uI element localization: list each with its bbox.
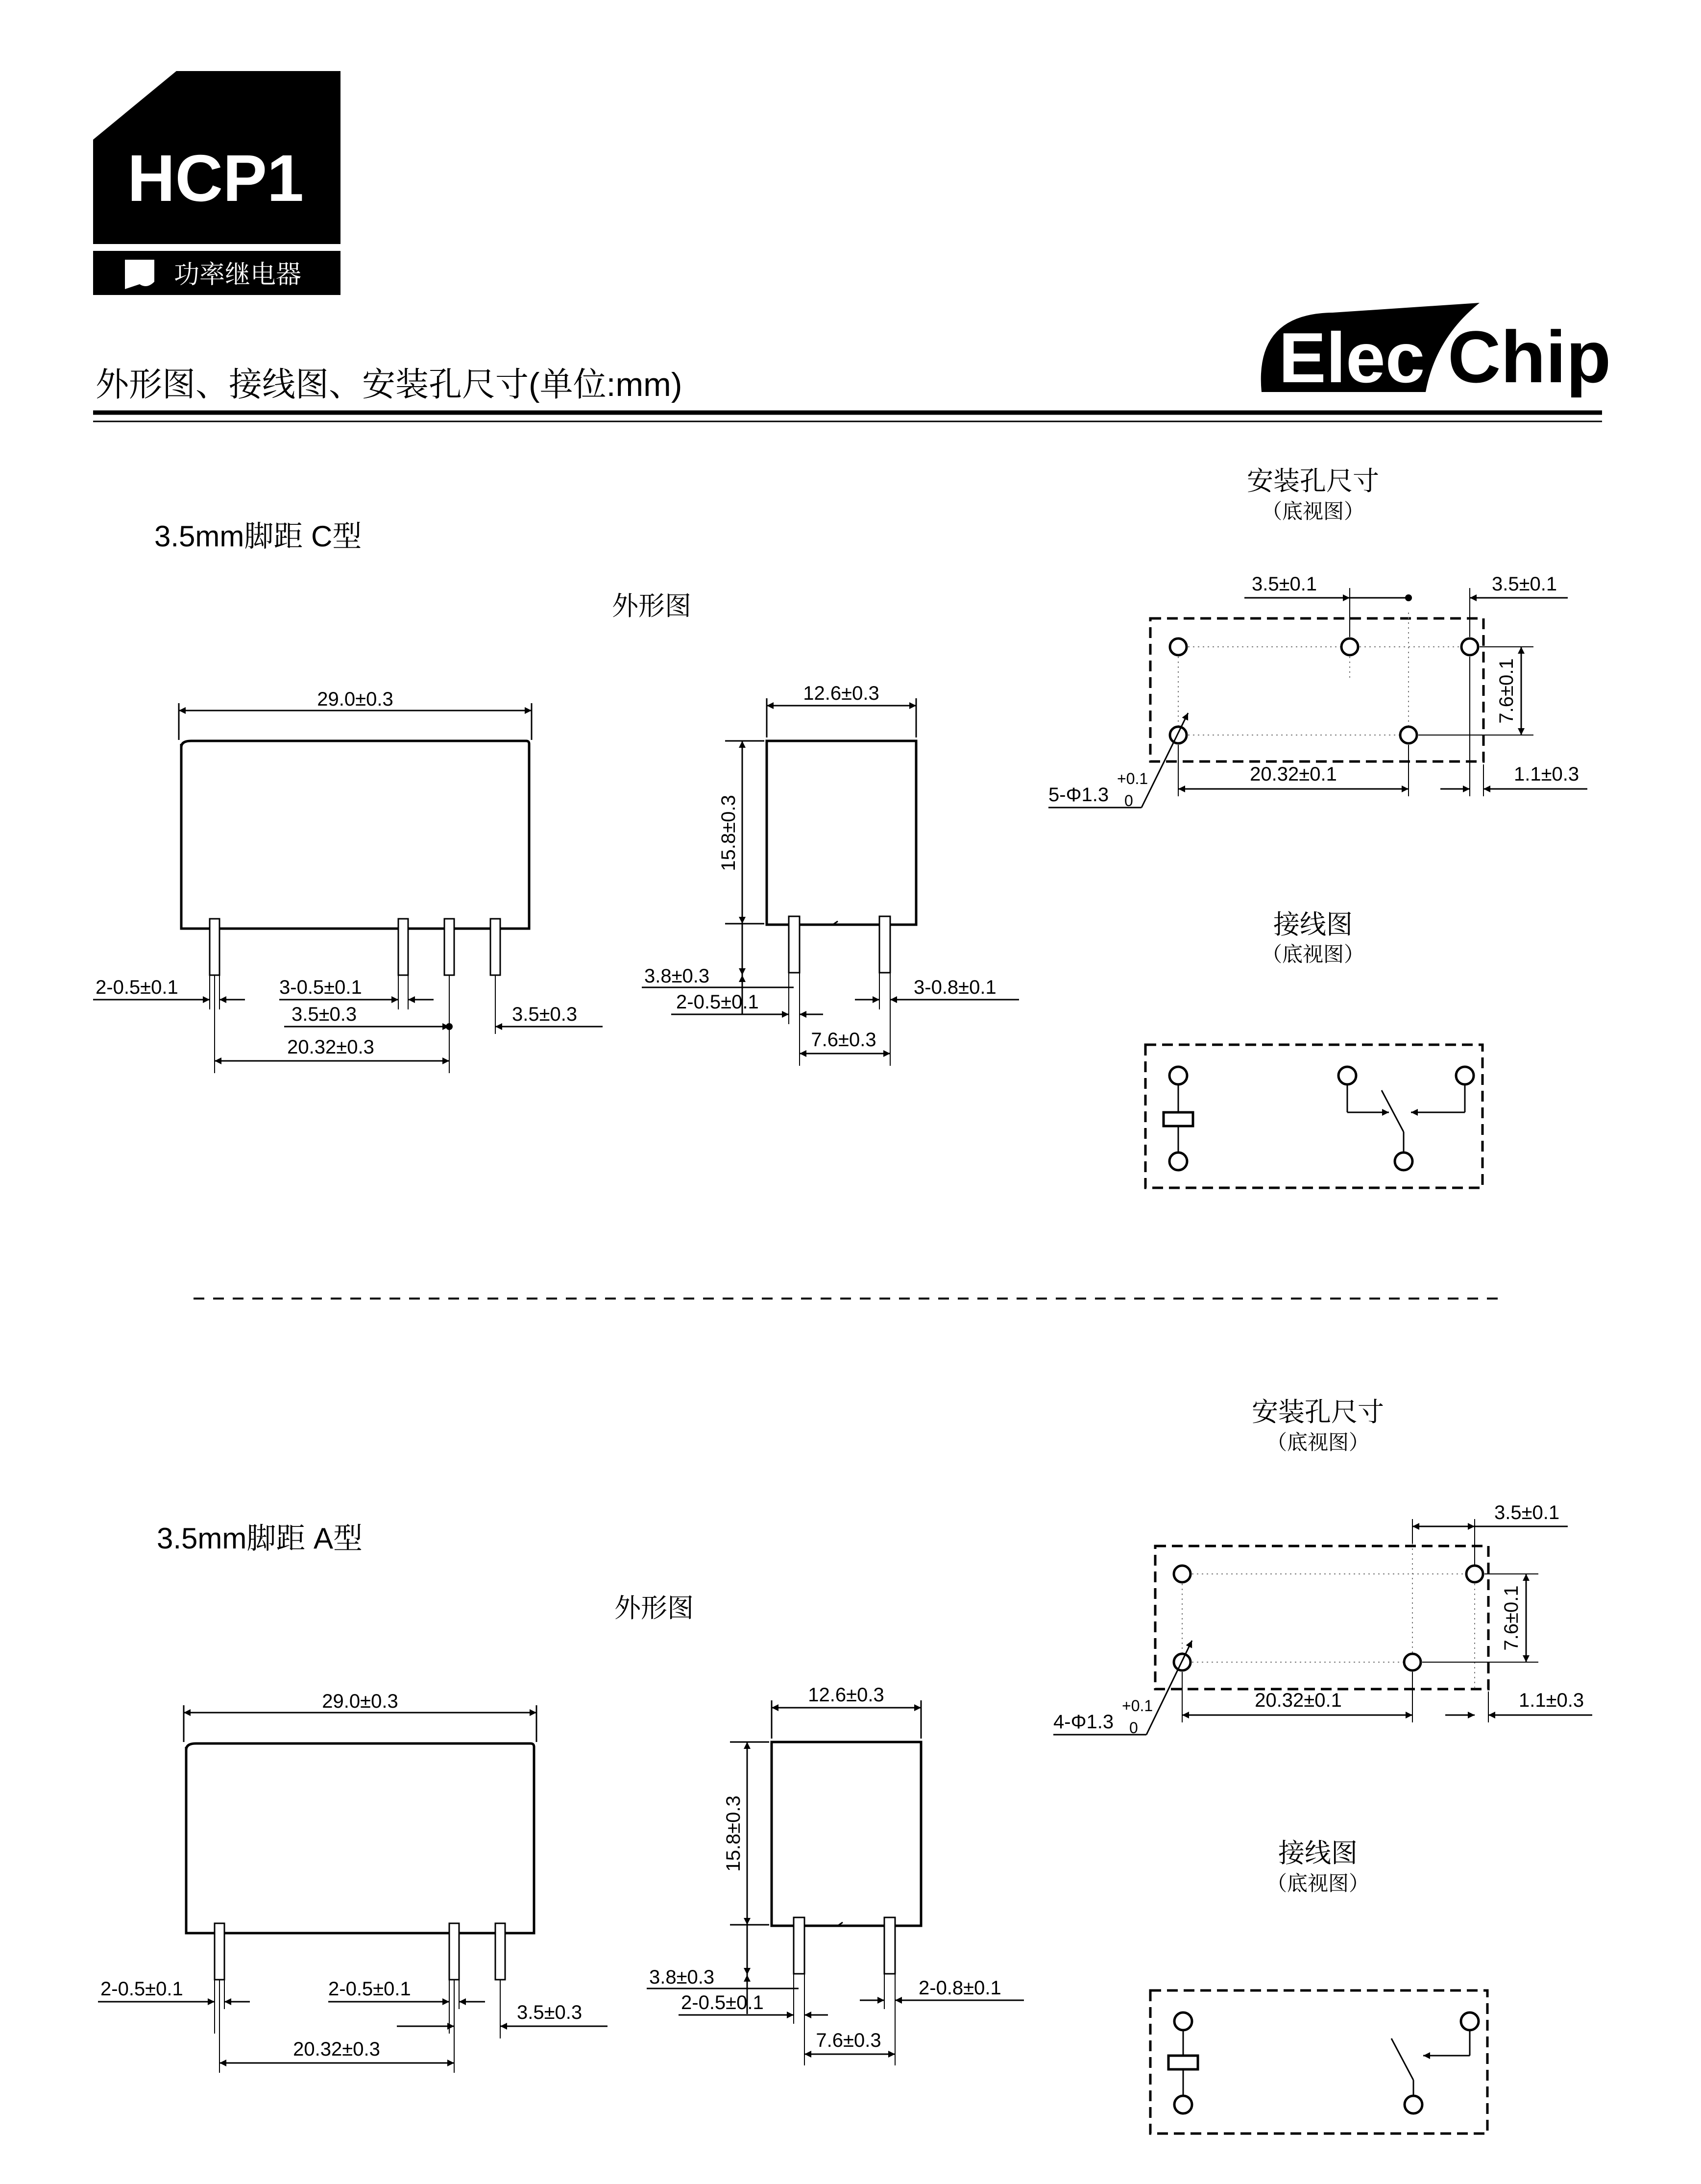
dim-pin-width-left: 2-0.5±0.1 — [676, 991, 759, 1013]
mount-hole-tol-plus: +0.1 — [1117, 770, 1148, 787]
normally-open-contact-symbol — [1391, 2012, 1479, 2113]
model-category: 功率继电器 — [174, 261, 302, 289]
side-view-c — [642, 683, 1019, 1066]
model-name: HCP1 — [127, 141, 304, 215]
mount-sub-a: （底视图） — [1266, 1431, 1370, 1454]
dim-pin-width-1-a: 2-0.5±0.1 — [100, 1978, 183, 2000]
mount-dim-row: 7.6±0.1 — [1496, 658, 1517, 724]
dim-pin-length-a: 3.8±0.3 — [649, 1966, 715, 1988]
mount-dim-edge: 1.1±0.3 — [1514, 763, 1580, 785]
variant-c — [93, 466, 1587, 1188]
variant-a — [98, 1398, 1592, 2134]
wiring-sub-a: （底视图） — [1266, 1872, 1370, 1895]
mount-title-c: 安装孔尺寸 — [1247, 466, 1379, 496]
mount-dim-span: 20.32±0.1 — [1250, 763, 1337, 785]
variant-c-title: 3.5mm脚距 C型 — [154, 520, 362, 553]
dim-pin-width-1: 2-0.5±0.1 — [96, 977, 178, 998]
wiring-c — [1145, 910, 1482, 1188]
dim-length: 29.0±0.3 — [317, 688, 393, 710]
dim-pitch-a: 3.5±0.3 — [292, 1004, 357, 1025]
coil-symbol-a — [1168, 2012, 1198, 2113]
dim-pin-width-right-a: 2-0.8±0.1 — [919, 1977, 1001, 1999]
brand-chip: Chip — [1448, 316, 1611, 398]
wiring-title-a: 接线图 — [1278, 1839, 1358, 1868]
dim-pitch-b: 3.5±0.3 — [512, 1004, 578, 1025]
model-badge — [93, 71, 340, 295]
dim-span: 20.32±0.3 — [287, 1036, 374, 1058]
mount-dim-row-a: 7.6±0.1 — [1501, 1585, 1522, 1651]
dim-pin-length: 3.8±0.3 — [644, 965, 710, 987]
mount-hole-spec: 5-Φ1.3 — [1048, 784, 1109, 806]
side-view-a — [647, 1684, 1024, 2065]
dim-width-a: 12.6±0.3 — [808, 1684, 884, 1706]
wiring-sub-c: （底视图） — [1261, 943, 1365, 966]
front-view-a — [98, 1691, 608, 2073]
dim-height: 15.8±0.3 — [718, 795, 739, 871]
brand-logo — [1261, 303, 1611, 398]
mount-sub-c: （底视图） — [1261, 500, 1365, 523]
mount-title-a: 安装孔尺寸 — [1252, 1398, 1384, 1427]
front-view-c — [93, 688, 603, 1073]
wiring-a — [1150, 1839, 1487, 2134]
mount-dim-top-right: 3.5±0.1 — [1492, 573, 1557, 595]
mount-hole-tol-plus-a: +0.1 — [1122, 1697, 1153, 1715]
mount-hole-tol-zero: 0 — [1124, 792, 1133, 810]
mount-dim-top-right-a: 3.5±0.1 — [1494, 1502, 1560, 1523]
dim-pin-width-right: 3-0.8±0.1 — [914, 977, 996, 998]
section-title: 外形图、接线图、安装孔尺寸(单位:mm) — [96, 366, 682, 403]
brand-elec: Elec — [1279, 318, 1425, 397]
dim-pin-width-2: 3-0.5±0.1 — [279, 977, 362, 998]
coil-symbol — [1164, 1067, 1193, 1170]
variant-a-title: 3.5mm脚距 A型 — [157, 1522, 363, 1555]
mount-dim-top-left: 3.5±0.1 — [1252, 573, 1317, 595]
dim-row-pitch: 7.6±0.3 — [811, 1029, 876, 1051]
dim-pitch-a-variant: 3.5±0.3 — [517, 2002, 583, 2023]
variant-c-outline-label: 外形图 — [612, 591, 691, 621]
dim-span-a: 20.32±0.3 — [293, 2038, 380, 2060]
variant-a-outline-label: 外形图 — [614, 1594, 694, 1623]
dim-pin-width-left-a: 2-0.5±0.1 — [681, 1992, 764, 2013]
dim-pin-width-2-a: 2-0.5±0.1 — [328, 1978, 411, 2000]
changeover-contact-symbol — [1338, 1067, 1474, 1170]
wiring-title-c: 接线图 — [1273, 910, 1353, 939]
mount-dim-span-a: 20.32±0.1 — [1255, 1690, 1342, 1711]
mount-dim-edge-a: 1.1±0.3 — [1519, 1690, 1584, 1711]
mount-holes-a — [1053, 1398, 1592, 1737]
dim-height-a: 15.8±0.3 — [723, 1795, 744, 1872]
mount-hole-spec-a: 4-Φ1.3 — [1053, 1711, 1114, 1733]
dim-row-pitch-a: 7.6±0.3 — [816, 2030, 881, 2051]
mount-hole-tol-zero-a: 0 — [1129, 1719, 1138, 1737]
mount-holes-c — [1048, 466, 1587, 810]
dim-length-a: 29.0±0.3 — [322, 1691, 398, 1712]
dim-width: 12.6±0.3 — [803, 683, 879, 704]
